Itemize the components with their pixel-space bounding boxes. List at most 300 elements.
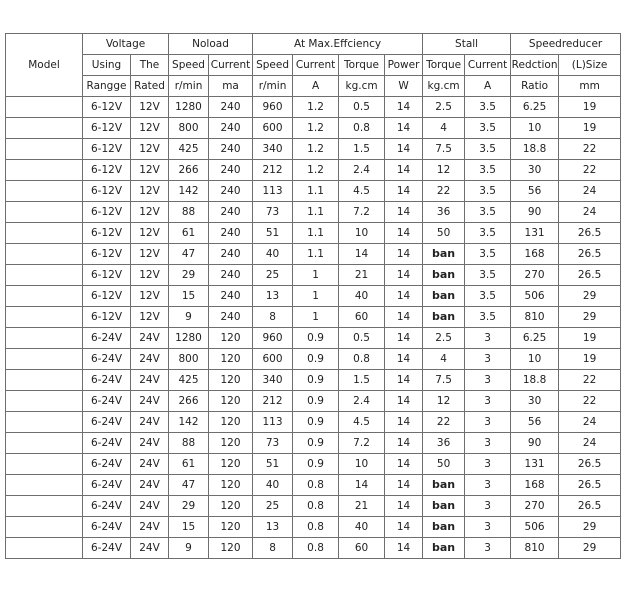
table-cell: 29 (169, 496, 209, 517)
table-cell: 7.2 (339, 433, 385, 454)
header-model: Model (6, 34, 83, 97)
model-cell (6, 97, 83, 118)
table-cell: 19 (559, 349, 621, 370)
table-cell: 212 (253, 391, 293, 412)
table-cell: 14 (385, 286, 423, 307)
table-cell: 142 (169, 181, 209, 202)
table-cell: 1.1 (293, 223, 339, 244)
table-cell: 14 (385, 391, 423, 412)
table-cell: 24V (131, 454, 169, 475)
table-cell: 12V (131, 265, 169, 286)
table-cell: 14 (385, 244, 423, 265)
table-cell: 22 (559, 139, 621, 160)
table-cell: 29 (559, 286, 621, 307)
model-cell (6, 118, 83, 139)
table-cell: 0.8 (339, 349, 385, 370)
table-cell: 61 (169, 454, 209, 475)
table-row (6, 202, 621, 223)
table-cell: 24V (131, 328, 169, 349)
table-cell: 3 (465, 349, 511, 370)
table-cell: 266 (169, 160, 209, 181)
table-cell: 24V (131, 391, 169, 412)
table-cell: 1.1 (293, 181, 339, 202)
header-row-groups (6, 34, 621, 55)
table-cell: ban (423, 475, 465, 496)
table-cell: 2.4 (339, 160, 385, 181)
table-cell: 13 (253, 517, 293, 538)
table-cell: 6-24V (83, 433, 131, 454)
table-row (6, 328, 621, 349)
table-cell: 0.9 (293, 412, 339, 433)
table-cell: 6-24V (83, 412, 131, 433)
table-cell: 131 (511, 223, 559, 244)
table-row (6, 181, 621, 202)
table-cell: 8 (253, 538, 293, 559)
table-cell: 6-24V (83, 475, 131, 496)
table-cell: 14 (385, 223, 423, 244)
header-unit-cell: Rated (131, 76, 169, 97)
table-cell: 12V (131, 139, 169, 160)
table-cell: 14 (385, 202, 423, 223)
table-cell: 19 (559, 97, 621, 118)
table-cell: 6-12V (83, 202, 131, 223)
model-cell (6, 412, 83, 433)
table-cell: 0.9 (293, 370, 339, 391)
table-row (6, 475, 621, 496)
table-cell: 12 (423, 160, 465, 181)
table-cell: 18.8 (511, 139, 559, 160)
header-cell: Redction (511, 55, 559, 76)
table-row (6, 118, 621, 139)
table-cell: 29 (559, 307, 621, 328)
table-cell: 3.5 (465, 118, 511, 139)
table-cell: 10 (511, 349, 559, 370)
header-cell: Torque (423, 55, 465, 76)
table-cell: 24 (559, 433, 621, 454)
table-cell: 506 (511, 517, 559, 538)
table-cell: 6-12V (83, 223, 131, 244)
table-cell: 10 (339, 223, 385, 244)
table-cell: 12V (131, 202, 169, 223)
table-cell: 24 (559, 202, 621, 223)
table-cell: 113 (253, 181, 293, 202)
model-cell (6, 223, 83, 244)
table-cell: 3 (465, 538, 511, 559)
table-cell: 425 (169, 370, 209, 391)
table-cell: 3.5 (465, 97, 511, 118)
table-cell: 7.2 (339, 202, 385, 223)
model-cell (6, 517, 83, 538)
table-row (6, 454, 621, 475)
table-cell: 1280 (169, 328, 209, 349)
table-cell: 36 (423, 202, 465, 223)
table-cell: 12V (131, 181, 169, 202)
table-cell: 1.1 (293, 244, 339, 265)
table-cell: 26.5 (559, 265, 621, 286)
table-cell: 24V (131, 433, 169, 454)
table-cell: 26.5 (559, 475, 621, 496)
table-cell: 600 (253, 118, 293, 139)
table-cell: 810 (511, 538, 559, 559)
table-cell: 30 (511, 160, 559, 181)
table-cell: 240 (209, 286, 253, 307)
table-cell: 0.8 (293, 475, 339, 496)
table-cell: 3 (465, 475, 511, 496)
table-cell: 600 (253, 349, 293, 370)
table-cell: 3.5 (465, 286, 511, 307)
table-cell: 22 (559, 370, 621, 391)
table-cell: 3.5 (465, 139, 511, 160)
table-cell: 30 (511, 391, 559, 412)
table-cell: 14 (385, 433, 423, 454)
table-cell: ban (423, 244, 465, 265)
table-cell: 240 (209, 97, 253, 118)
table-cell: 14 (339, 475, 385, 496)
table-cell: 6-12V (83, 139, 131, 160)
header-unit-cell: A (293, 76, 339, 97)
table-cell: ban (423, 265, 465, 286)
table-cell: 24 (559, 412, 621, 433)
table-cell: ban (423, 517, 465, 538)
table-cell: 0.5 (339, 328, 385, 349)
table-cell: 14 (385, 475, 423, 496)
table-cell: 168 (511, 475, 559, 496)
table-cell: 120 (209, 391, 253, 412)
header-cell: Current (465, 55, 511, 76)
table-cell: 21 (339, 496, 385, 517)
table-cell: 0.8 (293, 517, 339, 538)
table-cell: 40 (253, 244, 293, 265)
table-cell: 88 (169, 433, 209, 454)
table-cell: 12V (131, 160, 169, 181)
table-cell: 4 (423, 349, 465, 370)
table-cell: ban (423, 286, 465, 307)
model-cell (6, 202, 83, 223)
table-cell: 24V (131, 370, 169, 391)
table-body (6, 34, 621, 559)
table-cell: 6-24V (83, 328, 131, 349)
header-unit-cell: r/min (169, 76, 209, 97)
table-cell: 3 (465, 391, 511, 412)
table-cell: 14 (385, 181, 423, 202)
table-cell: 6-12V (83, 286, 131, 307)
table-cell: 120 (209, 370, 253, 391)
model-cell (6, 454, 83, 475)
table-cell: 10 (511, 118, 559, 139)
table-cell: 21 (339, 265, 385, 286)
table-cell: 15 (169, 517, 209, 538)
table-cell: 24V (131, 475, 169, 496)
model-cell (6, 475, 83, 496)
table-cell: 7.5 (423, 139, 465, 160)
table-cell: 18.8 (511, 370, 559, 391)
table-cell: 12V (131, 223, 169, 244)
table-cell: 120 (209, 475, 253, 496)
table-cell: 0.9 (293, 349, 339, 370)
model-cell (6, 370, 83, 391)
table-cell: 2.4 (339, 391, 385, 412)
table-row (6, 391, 621, 412)
table-cell: 6.25 (511, 328, 559, 349)
table-cell: 113 (253, 412, 293, 433)
table-row (6, 160, 621, 181)
table-cell: 6-24V (83, 370, 131, 391)
table-cell: 8 (253, 307, 293, 328)
table-cell: 3 (465, 370, 511, 391)
table-cell: 270 (511, 496, 559, 517)
table-cell: 240 (209, 244, 253, 265)
header-cell: Power (385, 55, 423, 76)
table-cell: 6-24V (83, 496, 131, 517)
table-row (6, 496, 621, 517)
table-cell: ban (423, 496, 465, 517)
table-cell: 24V (131, 496, 169, 517)
table-cell: 506 (511, 286, 559, 307)
table-cell: 14 (339, 244, 385, 265)
table-cell: 14 (385, 328, 423, 349)
table-cell: 12V (131, 244, 169, 265)
table-cell: 1.5 (339, 370, 385, 391)
table-cell: 4.5 (339, 181, 385, 202)
table-cell: 0.5 (339, 97, 385, 118)
table-cell: 6-12V (83, 160, 131, 181)
table-cell: 425 (169, 139, 209, 160)
table-cell: 40 (253, 475, 293, 496)
header-cell: Using (83, 55, 131, 76)
table-cell: 9 (169, 538, 209, 559)
table-cell: 26.5 (559, 496, 621, 517)
table-cell: 50 (423, 223, 465, 244)
table-cell: 3 (465, 454, 511, 475)
table-cell: 6-24V (83, 391, 131, 412)
table-cell: 88 (169, 202, 209, 223)
table-cell: 15 (169, 286, 209, 307)
table-cell: 51 (253, 454, 293, 475)
table-cell: 3 (465, 517, 511, 538)
table-cell: 19 (559, 118, 621, 139)
table-row (6, 370, 621, 391)
table-cell: 6-24V (83, 538, 131, 559)
table-cell: 47 (169, 475, 209, 496)
table-cell: 1 (293, 265, 339, 286)
table-cell: 6-12V (83, 118, 131, 139)
table-cell: 1.2 (293, 118, 339, 139)
table-cell: 3.5 (465, 244, 511, 265)
header-group-stall: Stall (423, 34, 511, 55)
table-cell: 24V (131, 538, 169, 559)
model-cell (6, 496, 83, 517)
motor-spec-table (5, 33, 621, 559)
table-cell: 240 (209, 181, 253, 202)
table-cell: 800 (169, 118, 209, 139)
model-cell (6, 328, 83, 349)
header-cell: Speed (169, 55, 209, 76)
table-cell: 60 (339, 538, 385, 559)
header-group-speedreducer: Speedreducer (511, 34, 621, 55)
table-cell: 120 (209, 538, 253, 559)
table-cell: 1.2 (293, 139, 339, 160)
table-cell: 25 (253, 265, 293, 286)
spec-sheet (5, 33, 608, 563)
header-cell: Current (209, 55, 253, 76)
table-cell: 120 (209, 517, 253, 538)
table-cell: 3 (465, 328, 511, 349)
header-cell: Speed (253, 55, 293, 76)
table-cell: 1.1 (293, 202, 339, 223)
table-cell: 0.9 (293, 433, 339, 454)
table-cell: 14 (385, 454, 423, 475)
model-cell (6, 538, 83, 559)
header-unit-cell: Rangge (83, 76, 131, 97)
table-cell: 22 (423, 181, 465, 202)
table-cell: 14 (385, 265, 423, 286)
table-cell: 4 (423, 118, 465, 139)
table-cell: 960 (253, 328, 293, 349)
table-row (6, 139, 621, 160)
table-cell: 29 (559, 538, 621, 559)
table-cell: 0.9 (293, 328, 339, 349)
table-cell: 73 (253, 433, 293, 454)
table-cell: 6-12V (83, 181, 131, 202)
table-cell: 3 (465, 433, 511, 454)
table-cell: 7.5 (423, 370, 465, 391)
header-unit-cell: W (385, 76, 423, 97)
model-cell (6, 181, 83, 202)
header-cell: The (131, 55, 169, 76)
table-cell: 22 (423, 412, 465, 433)
table-cell: 26.5 (559, 244, 621, 265)
table-cell: 0.9 (293, 454, 339, 475)
table-cell: 3 (465, 412, 511, 433)
table-cell: 2.5 (423, 97, 465, 118)
table-cell: 24V (131, 412, 169, 433)
table-cell: 14 (385, 538, 423, 559)
table-cell: 14 (385, 349, 423, 370)
table-row (6, 286, 621, 307)
table-cell: 36 (423, 433, 465, 454)
table-cell: 240 (209, 118, 253, 139)
table-cell: 240 (209, 139, 253, 160)
table-cell: 3.5 (465, 307, 511, 328)
model-cell (6, 349, 83, 370)
table-cell: 12 (423, 391, 465, 412)
table-cell: 14 (385, 412, 423, 433)
table-cell: ban (423, 307, 465, 328)
table-cell: 240 (209, 223, 253, 244)
table-cell: 40 (339, 517, 385, 538)
table-cell: 19 (559, 328, 621, 349)
header-group-max-efficiency: At Max.Effciency (253, 34, 423, 55)
table-cell: 168 (511, 244, 559, 265)
table-cell: 14 (385, 307, 423, 328)
table-cell: 1.5 (339, 139, 385, 160)
table-cell: 340 (253, 370, 293, 391)
table-cell: 29 (169, 265, 209, 286)
table-cell: 340 (253, 139, 293, 160)
table-cell: 142 (169, 412, 209, 433)
table-row (6, 244, 621, 265)
table-cell: 6-24V (83, 454, 131, 475)
table-cell: 51 (253, 223, 293, 244)
table-cell: 1 (293, 286, 339, 307)
table-cell: 26.5 (559, 223, 621, 244)
table-cell: 22 (559, 391, 621, 412)
table-cell: 2.5 (423, 328, 465, 349)
table-cell: 240 (209, 202, 253, 223)
table-cell: 6-24V (83, 349, 131, 370)
table-cell: 24V (131, 517, 169, 538)
table-cell: 6-12V (83, 307, 131, 328)
table-cell: 240 (209, 307, 253, 328)
table-row (6, 223, 621, 244)
table-cell: 120 (209, 412, 253, 433)
table-cell: ban (423, 538, 465, 559)
table-cell: 25 (253, 496, 293, 517)
table-cell: 22 (559, 160, 621, 181)
table-row (6, 307, 621, 328)
table-cell: 4.5 (339, 412, 385, 433)
table-cell: 73 (253, 202, 293, 223)
header-unit-cell: ma (209, 76, 253, 97)
table-cell: 240 (209, 160, 253, 181)
header-unit-cell: kg.cm (423, 76, 465, 97)
table-cell: 1.2 (293, 97, 339, 118)
header-group-noload: Noload (169, 34, 253, 55)
table-cell: 6-12V (83, 244, 131, 265)
table-cell: 960 (253, 97, 293, 118)
header-cell: Current (293, 55, 339, 76)
table-cell: 3.5 (465, 202, 511, 223)
table-row (6, 349, 621, 370)
header-unit-cell: kg.cm (339, 76, 385, 97)
model-cell (6, 433, 83, 454)
table-cell: 6-24V (83, 517, 131, 538)
header-unit-cell: r/min (253, 76, 293, 97)
model-cell (6, 244, 83, 265)
header-unit-cell: Ratio (511, 76, 559, 97)
table-cell: 0.8 (293, 496, 339, 517)
header-cell: (L)Size (559, 55, 621, 76)
model-cell (6, 307, 83, 328)
table-cell: 1280 (169, 97, 209, 118)
table-row (6, 538, 621, 559)
model-cell (6, 139, 83, 160)
table-cell: 1 (293, 307, 339, 328)
table-cell: 3.5 (465, 265, 511, 286)
header-group-voltage: Voltage (83, 34, 169, 55)
table-cell: 3.5 (465, 223, 511, 244)
table-cell: 120 (209, 454, 253, 475)
table-cell: 60 (339, 307, 385, 328)
table-cell: 47 (169, 244, 209, 265)
table-cell: 270 (511, 265, 559, 286)
table-cell: 9 (169, 307, 209, 328)
table-cell: 12V (131, 118, 169, 139)
table-cell: 800 (169, 349, 209, 370)
table-cell: 29 (559, 517, 621, 538)
table-cell: 90 (511, 433, 559, 454)
table-cell: 56 (511, 181, 559, 202)
table-cell: 14 (385, 370, 423, 391)
header-unit-cell: A (465, 76, 511, 97)
table-cell: 14 (385, 139, 423, 160)
table-cell: 14 (385, 517, 423, 538)
table-cell: 56 (511, 412, 559, 433)
table-cell: 810 (511, 307, 559, 328)
header-unit-cell: mm (559, 76, 621, 97)
table-cell: 12V (131, 286, 169, 307)
model-cell (6, 286, 83, 307)
